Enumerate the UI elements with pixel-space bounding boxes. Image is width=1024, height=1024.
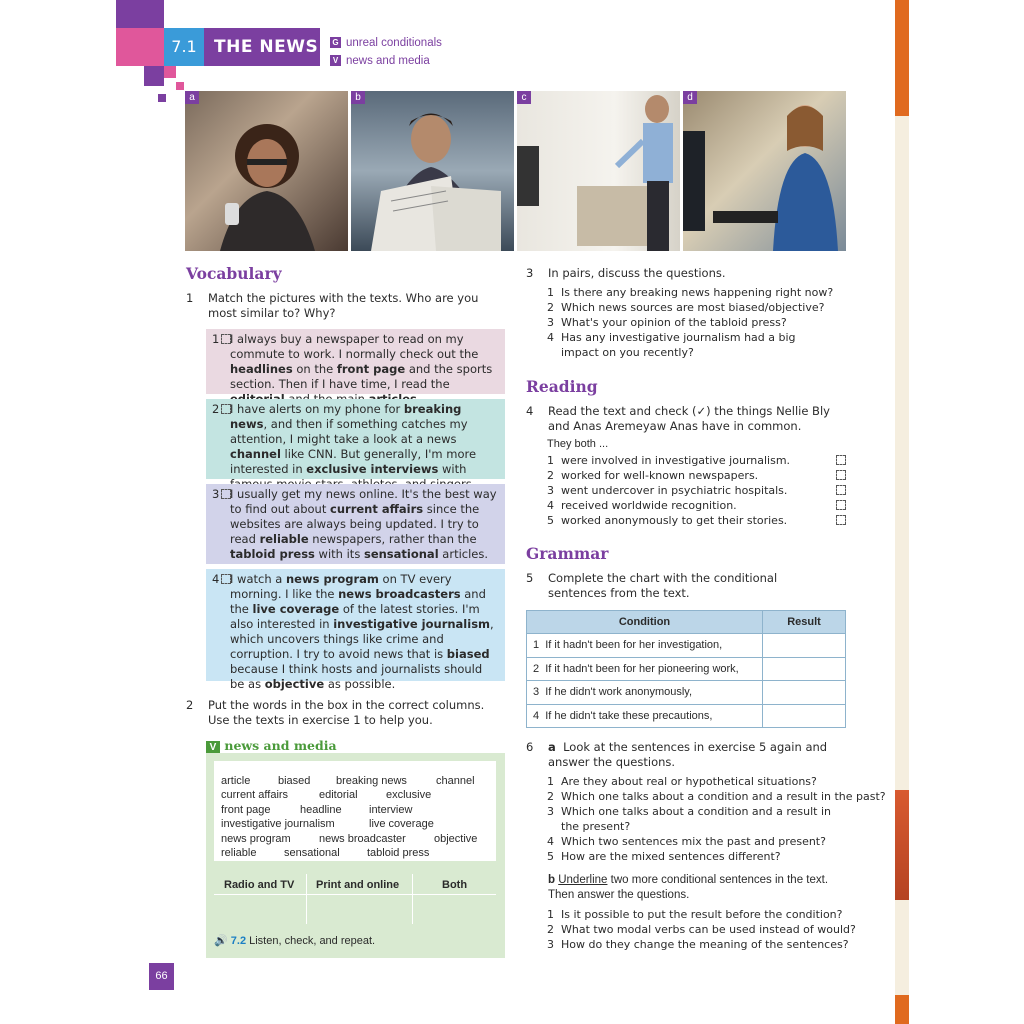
- edge-image: [895, 790, 909, 900]
- man-tv-image: [517, 91, 680, 251]
- table-row: [527, 681, 846, 705]
- lead-text: They both ...: [547, 438, 609, 450]
- condition-cell: 3 If he didn't work anonymously,: [527, 681, 763, 705]
- checkbox[interactable]: [836, 455, 846, 465]
- word: editorial: [319, 789, 358, 801]
- photo-label: b: [351, 91, 365, 104]
- checkbox[interactable]: [836, 500, 846, 510]
- grammar-heading: Grammar: [526, 544, 609, 563]
- checkbox[interactable]: [836, 515, 846, 525]
- answer-checkbox[interactable]: [221, 489, 231, 499]
- exercise-instruction: Read the text and check (✓) the things Nellie Bly and Anas Aremeyaw Anas have in common.: [548, 404, 830, 433]
- word: breaking news: [336, 775, 407, 787]
- word-box-title-text: news and media: [224, 738, 337, 753]
- text-box-3: [206, 484, 505, 564]
- word: reliable: [221, 847, 257, 859]
- word: news program: [221, 833, 291, 845]
- word: interview: [369, 804, 413, 816]
- result-cell[interactable]: [763, 704, 846, 728]
- text-box-1: [206, 329, 505, 394]
- unit-number: 7.1: [164, 28, 204, 66]
- text-body: I usually get my news online. It's the best way to find out about current affairs since the websites are always being updated. I try to read reliable newspapers, rather than the tabloid press with its sensational articles.: [230, 487, 497, 561]
- answer-checkbox[interactable]: [221, 404, 231, 414]
- word: headline: [300, 804, 342, 816]
- header-decoration: [158, 94, 166, 102]
- column-header: Print and online: [316, 879, 400, 891]
- column-divider: [306, 874, 307, 924]
- photo-d: [683, 91, 846, 251]
- word: objective: [434, 833, 478, 845]
- vocab-icon: V: [330, 55, 341, 66]
- header-decoration: [116, 28, 164, 66]
- exercise-number: 2: [186, 698, 194, 712]
- answer-checkbox[interactable]: [221, 574, 231, 584]
- exercise-number: 6: [526, 740, 534, 754]
- header-decoration: [164, 0, 204, 28]
- column-header: Result: [763, 611, 846, 634]
- word: channel: [436, 775, 475, 787]
- edge-tab: [895, 995, 909, 1024]
- header-decoration: [164, 66, 176, 78]
- condition-cell: 4 If he didn't take these precautions,: [527, 704, 763, 728]
- word: investigative journalism: [221, 818, 335, 830]
- speaker-icon[interactable]: 🔊: [214, 935, 228, 947]
- text-body: I have alerts on my phone for breaking news, and then if something catches my attention, I might take a look at a news channel like CNN. But generally, I'm more interested in exclusive interviews with: [230, 402, 477, 476]
- text-box-4: [206, 569, 505, 691]
- audio-track: 7.2: [230, 935, 247, 947]
- result-cell[interactable]: [763, 634, 846, 658]
- exercise-number: 4: [526, 404, 534, 418]
- exercise-instruction: Put the words in the box in the correct columns. Use the texts in exercise 1 to help you.: [208, 698, 485, 727]
- checkbox[interactable]: [836, 470, 846, 480]
- exercise-number: 5: [526, 571, 534, 585]
- header-decoration: [176, 82, 184, 90]
- exercise-instruction: Complete the chart with the conditional sentences from the text.: [548, 571, 778, 600]
- result-cell[interactable]: [763, 681, 846, 705]
- condition-cell: 2 If it hadn't been for her pioneering work,: [527, 657, 763, 681]
- answer-checkbox[interactable]: [221, 334, 231, 344]
- exercise-6b: b Underline two more conditional sentences in the text. Then answer the questions.: [548, 874, 829, 901]
- reading-heading: Reading: [526, 377, 598, 396]
- header-decoration: [144, 66, 164, 86]
- page-number: 66: [149, 963, 174, 990]
- man-newspaper-image: [351, 91, 514, 251]
- grammar-table: [526, 610, 846, 728]
- photo-label: a: [185, 91, 199, 104]
- table-row: [527, 704, 846, 728]
- table-row: [527, 657, 846, 681]
- word: tabloid press: [367, 847, 430, 859]
- header-decoration: [116, 0, 164, 28]
- column-header: Radio and TV: [224, 879, 295, 891]
- checkbox[interactable]: [836, 485, 846, 495]
- vocab-tag: [330, 55, 430, 67]
- woman-computer-image: [683, 91, 846, 251]
- text-number: 2: [212, 402, 231, 417]
- unit-title: THE NEWS: [204, 28, 320, 66]
- answer-columns: [214, 876, 496, 926]
- exercise-instruction: In pairs, discuss the questions.: [548, 266, 726, 280]
- word: current affairs: [221, 789, 289, 801]
- word: article: [221, 775, 251, 787]
- photo-a: [185, 91, 348, 251]
- photo-label: c: [517, 91, 531, 104]
- text-box-2: [206, 399, 505, 479]
- photo-label: d: [683, 91, 697, 104]
- text-body: I watch a news program on TV every morning. I like the news broadcasters and the live coverage of the latest stories. I'm also interested in investigative journalism, which uncovers things like crime and corruption. I try to avoid news that is biased because I think hosts and journalists should be as objective as possible.: [230, 572, 494, 691]
- audio-text: Listen, check, and repeat.: [249, 935, 376, 947]
- result-cell[interactable]: [763, 657, 846, 681]
- text-number: 1: [212, 332, 231, 347]
- vocab-icon: V: [206, 741, 220, 755]
- word: sensational: [284, 847, 340, 859]
- word: news broadcaster: [319, 833, 406, 845]
- exercise-instruction: Match the pictures with the texts. Who are you most similar to? Why?: [208, 291, 479, 320]
- text-number: 4: [212, 572, 231, 587]
- exercise-instruction: a Look at the sentences in exercise 5 again and answer the questions.: [548, 740, 828, 769]
- word-list: [214, 761, 496, 861]
- question-item: 4 Has any investigative journalism had a big impact on you recently?: [547, 331, 796, 359]
- column-divider: [214, 894, 496, 895]
- column-header: Condition: [527, 611, 763, 634]
- condition-cell: 1 If it hadn't been for her investigation,: [527, 634, 763, 658]
- column-divider: [412, 874, 413, 924]
- exercise-number: 3: [526, 266, 534, 280]
- photo-b: [351, 91, 514, 251]
- grammar-tag: [330, 37, 442, 49]
- photo-c: [517, 91, 680, 251]
- vocabulary-heading: Vocabulary: [186, 264, 282, 283]
- grammar-icon: G: [330, 37, 341, 48]
- table-row: [527, 634, 846, 658]
- vocab-tag-label: news and media: [346, 55, 430, 67]
- column-header: Both: [442, 879, 468, 891]
- word: exclusive: [386, 789, 432, 801]
- word: front page: [221, 804, 271, 816]
- exercise-number: 1: [186, 291, 194, 305]
- woman-phone-image: [185, 91, 348, 251]
- text-number: 3: [212, 487, 231, 502]
- word-box: [206, 753, 505, 958]
- text-body: I always buy a newspaper to read on my commute to work. I normally check out the headlines on the front page and the sports section. Then if I have time, I read the: [230, 332, 493, 391]
- grammar-tag-label: unreal conditionals: [346, 37, 442, 49]
- audio-instruction: [214, 934, 375, 947]
- edge-tab: [895, 0, 909, 116]
- word: biased: [278, 775, 311, 787]
- word: live coverage: [369, 818, 434, 830]
